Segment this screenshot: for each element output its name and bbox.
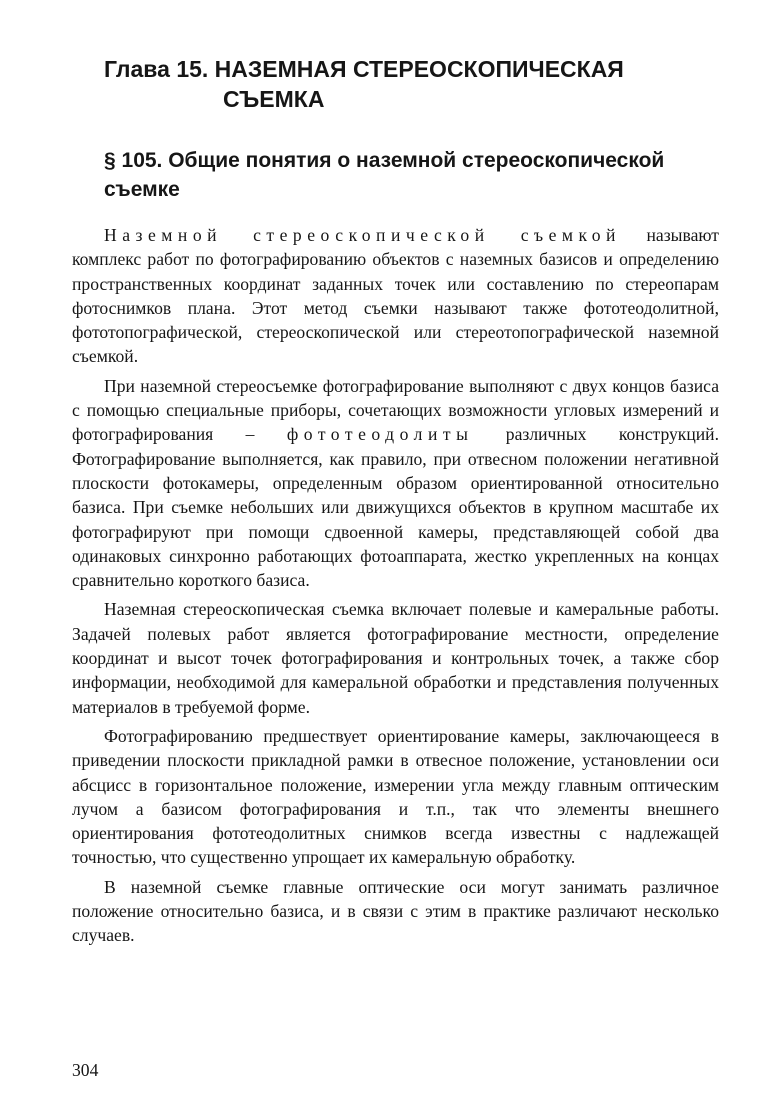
paragraph-2 bbox=[72, 374, 719, 593]
paragraph-3: Наземная стереоскопическая съемка включает полевые и камеральные работы. Задачей полевых работ является фотографирование местности, определение координат и высот точек фотографирования и контрольных точек, а также сбор информации, необходимой для камеральной обработки и представления полученных материалов в требуемой форме. bbox=[72, 599, 719, 717]
body-text bbox=[72, 223, 719, 953]
chapter-title-line-1: Глава 15. НАЗЕМНАЯ СТЕРЕОСКОПИЧЕСКАЯ bbox=[104, 56, 624, 82]
chapter-title bbox=[104, 54, 724, 114]
paragraph-2-text-before: При наземной стереосъемке фотографирование выполняют с двух концов базиса с помощью специальные приборы, сочетающих возможности угловых измерений и фотографирования – bbox=[72, 375, 719, 445]
paragraph-2-text-after: различных конструкций. Фотографирование выполняется, как правило, при отвесном положении негативной плоскости фотокамеры, определенным образом ориентированной относительно базиса. При съемке небольших или движущихся объектов в крупном масштабе их фотографируют при помощи сдвоенной камеры, представляющей собой два одинаковых синхронно работающих фотоаппарата, жестко укрепленных на концах сравнительно короткого базиса. bbox=[72, 424, 719, 591]
paragraph-1-text: называют комплекс работ по фотографированию объектов с наземных базисов и определению пространственных координат заданных точек или составлению по стереопарам фотоснимков плана. Этот метод съемки называют также фототеодолитной, фототопографической, стереоскопической или стереотопографической наземной съемкой. bbox=[72, 225, 719, 367]
paragraph-5: В наземной съемке главные оптические оси могут занимать различное положение относительно базиса, и в связи с этим в практике различают несколько случаев. bbox=[72, 876, 719, 946]
section-title: § 105. Общие понятия о наземной стереоскопической съемке bbox=[104, 149, 665, 201]
paragraph-1-spaced-term: Наземной стереоскопической съемкой bbox=[104, 225, 621, 245]
paragraph-2-spaced-term: фототеодолиты bbox=[286, 424, 474, 445]
page-number: 304 bbox=[72, 1060, 99, 1080]
chapter-title-line-2: СЪЕМКА bbox=[223, 86, 325, 112]
paragraph-4: Фотографированию предшествует ориентирование камеры, заключающееся в приведении плоскости прикладной рамки в отвесное положение, установлении оси абсцисс в горизонтальное положение, измерении угла между главным оптическим лучом а базисом фотографирования и т.п., так что элементы внешнего ориентирования фототеодолитных снимков всегда известны с надлежащей точностью, что существенно упрощает их камеральную обработку. bbox=[72, 725, 719, 868]
paragraph-1 bbox=[72, 223, 719, 369]
